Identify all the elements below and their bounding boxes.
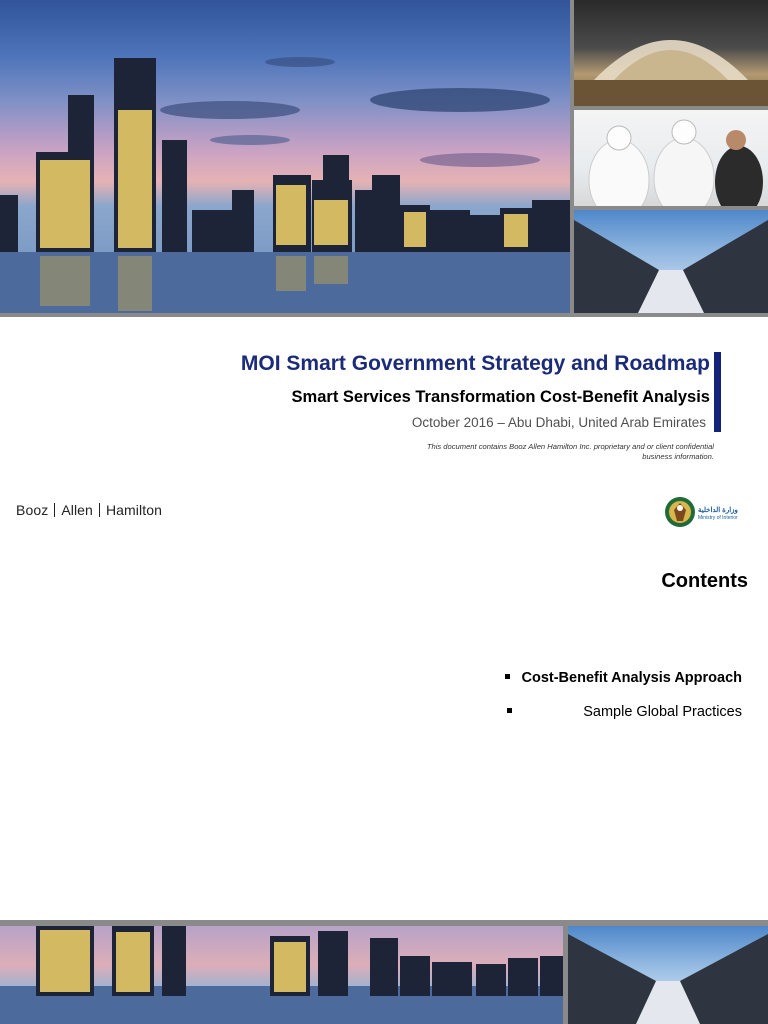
footer-skyline-photo xyxy=(0,926,563,1024)
footer-server-room-photo xyxy=(568,926,768,1024)
moi-english-name: Ministry of Interior xyxy=(698,515,738,521)
meeting-photo xyxy=(574,110,768,206)
logo-divider xyxy=(54,503,55,517)
table-of-contents xyxy=(522,668,743,722)
booz-allen-hamilton-logo xyxy=(16,502,162,518)
document-subtitle: Smart Services Transformation Cost-Benefit Analysis xyxy=(291,388,710,406)
date-location: October 2016 – Abu Dhabi, United Arab Emirates xyxy=(411,415,706,430)
logo-word-hamilton: Hamilton xyxy=(105,502,162,518)
toc-item-cost-benefit[interactable] xyxy=(522,668,743,688)
skyline-illustration xyxy=(0,0,570,313)
confidentiality-disclaimer: This document contains Booz Allen Hamilton Inc. proprietary and or client confidential business information. xyxy=(426,442,714,461)
hero-banner xyxy=(0,0,768,317)
toc-item-global-practices[interactable] xyxy=(522,702,743,722)
logo-word-booz: Booz xyxy=(16,502,49,518)
document-title: MOI Smart Government Strategy and Roadmap xyxy=(240,352,710,375)
server-room-photo xyxy=(574,210,768,313)
logo-word-allen: Allen xyxy=(61,502,93,518)
contents-heading: Contents xyxy=(661,570,748,592)
logo-divider xyxy=(99,503,100,517)
bullet-icon xyxy=(507,708,512,713)
toc-item-label: Sample Global Practices xyxy=(583,704,742,720)
title-block xyxy=(241,350,722,408)
city-skyline-photo xyxy=(0,0,570,313)
bullet-icon xyxy=(505,674,510,679)
moi-arabic-name: وزارة الداخلية xyxy=(698,507,738,514)
toc-item-label: Cost-Benefit Analysis Approach xyxy=(521,670,742,686)
moi-logo-text xyxy=(698,506,738,521)
pavilion-photo xyxy=(574,0,768,106)
